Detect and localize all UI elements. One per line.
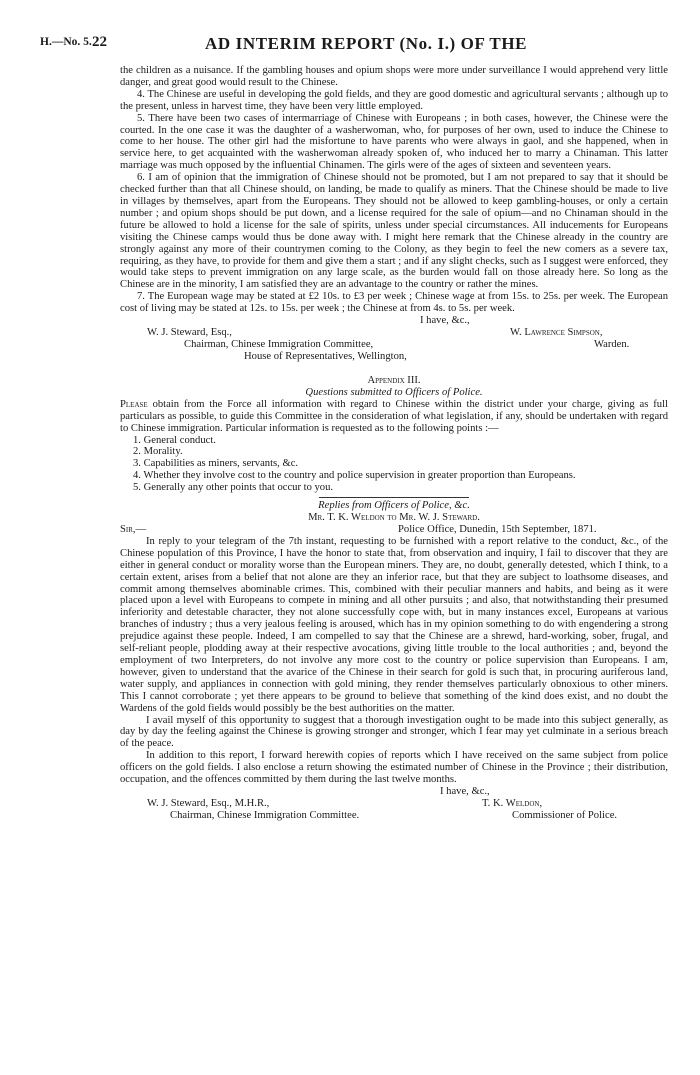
list-item: 1. General conduct. bbox=[133, 434, 216, 446]
signer-name: W. Lawrence Simpson, bbox=[510, 327, 603, 339]
letter-paragraph: 5. There have been two cases of intermarriage of Chinese with Europeans ; in both cases, however, the Chinese were the courted. In the one case it was the daughter of a washerwoman, who, for purposes of her own, used to induce the Chinese to come to her house. The other girl had the misfortune to have parents who were always in gaol, and she happened, when in service here, to get acquainted with the washerwoman already spoken of, who induced her to marry a Chinaman. This latter marriage was much opposed by the influential Chinamen. The girls were of the ages of sixteen and seventeen years. bbox=[120, 112, 668, 172]
section-divider bbox=[319, 497, 469, 498]
addressee-role: Chairman, Chinese Immigration Committee. bbox=[170, 809, 360, 821]
appendix-subtitle: Questions submitted to Officers of Police. bbox=[305, 386, 483, 398]
signer-role: Commissioner of Police. bbox=[512, 809, 618, 821]
letter-paragraph: 6. I am of opinion that the immigration of Chinese should not be promoted, but I am not prepared to say that it should be checked further than that all Chinese should, on landing, be made to qualify as miners. That the Chinese should be made to live in villages by themselves, apart from the Europeans. They should not be allowed to keep gambling-houses, or only a certain number ; and opium shops should be put down, and a license required for the sale of opium—and no Chinaman should in the future be allowed to hold a license for the sale of spirits, unless under special circumstances. All inducements for Europeans visiting the Chinese camps would thus be done away with. I might here remark that the Chinese already in the country are strongly against any more of their countrymen coming to the Colony, as they begin to feel the new comers as a severe tax, requiring, as they have, to provide for them and give them a start ; and if any slight checks, such as I suggest were enforced, they would take steps to prevent immigration on any large scale, as the burden would fall on those already here. So long as the Chinese are in the minority, I am satisfied they are an advantage to the country or rather the mines. bbox=[120, 172, 668, 291]
closing-row bbox=[120, 315, 668, 327]
salutation-row bbox=[120, 524, 668, 536]
replies-from-to: Mr. T. K. Weldon to Mr. W. J. Steward. bbox=[308, 512, 480, 523]
list-item: 5. Generally any other points that occur to you. bbox=[133, 482, 334, 494]
list-item: 2. Morality. bbox=[133, 446, 183, 458]
reply-paragraph: I avail myself of this opportunity to suggest that a thorough investigation ought to be made into this subject generally, as day by day the feeling against the Chinese is growing stronger and stronger, which I fear may yet culminate in a serious breach of the peace. bbox=[120, 714, 668, 750]
replies-section bbox=[120, 500, 668, 822]
addressee-name: W. J. Steward, Esq., M.H.R., bbox=[147, 797, 270, 809]
signature-row bbox=[120, 327, 668, 339]
reply-paragraph: In reply to your telegram of the 7th instant, requesting to be furnished with a report relative to the conduct, &c., of the Chinese population of this Province, I have the honor to state that, from observation and inquiry, I fail to discover that they are either in general conduct or morality worse than the European miners. They are, no doubt, generally detested, which I think, to a certain extent, arises from a belief that not alone are they an inferior race, but that they are subject to loathsome diseases, and commit among themselves abominable crimes. This, combined with their peculiar manners and habits, and being as it were placed upon a level with Europeans to compete in mining and all other pursuits ; and also, that notwithstanding their presumed inferiority and detestable character, they not alone successfully cope with, but in many instances excel, Europeans at various branches of industry ; thus a very jealous feeling is aroused, which has in my opinion something to do with engendering a strong prejudice against these people. Indeed, I am compelled to say that the Chinese are a shrewd, hard-working, sober, frugal, and self-reliant people, plodding away at their respective avocations, giving little trouble to the local authorities ; and, beyond the employment of two Interpreters, do not involve any more cost to the country or police supervision than Europeans. I am, however, given to understand that the avarice of the Chinese in their search for gold is such that, in procuring auriferous land, water supply, and appliances in connection with gold mining, they render themselves particularly obnoxious to other miners. This I cannot corroborate ; yet there appears to be ground to believe that something of the kind does exist, and no doubt the Wardens of the gold fields would possibly be the best authorities on the matter. bbox=[120, 535, 668, 714]
list-item: 4. Whether they involve cost to the country and police supervision in greater proportion than Europeans. bbox=[133, 470, 576, 482]
letter-paragraph: 7. The European wage may be stated at £2 10s. to £3 per week ; Chinese wage at from 15s. to 25s. per week. The European cost of living may be stated at 12s. to 15s. per week ; the Chinese at from 4s. to 5s. per week. bbox=[120, 291, 668, 315]
addressee-role: Chairman, Chinese Immigration Committee, bbox=[184, 339, 374, 351]
appendix-intro bbox=[120, 399, 668, 435]
intro-text: obtain from the Force all information with regard to Chinese within the district under your charge, giving as full particulars as possible, to guide this Committee in the consideration of what legislation, if any, should be undertaken with regard to Chinese immigration. Particular information is requested as to the following points :— bbox=[120, 398, 668, 434]
list-item: 3. Capabilities as miners, servants, &c. bbox=[133, 458, 299, 470]
page-body bbox=[120, 65, 668, 822]
signature-row bbox=[120, 339, 668, 351]
intro-lead-word: Please bbox=[120, 398, 148, 410]
appendix-title: Appendix III. bbox=[367, 375, 421, 387]
replies-title: Replies from Officers of Police, &c. bbox=[318, 500, 470, 512]
letter-paragraph: the children as a nuisance. If the gambling houses and opium shops were more under surveillance I would apprehend very little danger, and great good would result to the Chinese. bbox=[120, 65, 668, 88]
page-number: 22 bbox=[92, 34, 107, 50]
simpson-letter bbox=[120, 65, 668, 363]
appendix-section bbox=[120, 375, 668, 494]
appendix-points bbox=[120, 435, 668, 495]
signature-row bbox=[120, 810, 668, 822]
closing-row bbox=[120, 786, 668, 798]
letter-paragraph: 4. The Chinese are useful in developing the gold fields, and they are good domestic and agricultural servants ; although up to the present, unless in harvest time, they have been very little employed. bbox=[120, 88, 668, 112]
reply-paragraph: In addition to this report, I forward herewith copies of reports which I have received on the same subject from police officers on the gold fields. I also enclose a return showing the estimated number of Chinese in the Province ; their distribution, occupation, and the offences committed by them during the last twelve months. bbox=[120, 750, 668, 786]
salutation: Sir,— bbox=[120, 523, 147, 535]
running-title: AD INTERIM REPORT (No. I.) OF THE bbox=[205, 34, 528, 53]
signature-row bbox=[120, 351, 668, 363]
addressee-name: W. J. Steward, Esq., bbox=[147, 327, 232, 339]
addressee-place: House of Representatives, Wellington, bbox=[244, 351, 407, 363]
page-header bbox=[0, 34, 700, 54]
closing-text: I have, &c., bbox=[440, 785, 490, 797]
signer-role: Warden. bbox=[594, 339, 630, 351]
closing-text: I have, &c., bbox=[420, 315, 470, 327]
dateline: Police Office, Dunedin, 15th September, 1871. bbox=[398, 523, 597, 535]
paper-reference: H.—No. 5. bbox=[40, 36, 92, 48]
signature-row bbox=[120, 798, 668, 810]
signer-name: T. K. Weldon, bbox=[482, 797, 543, 809]
